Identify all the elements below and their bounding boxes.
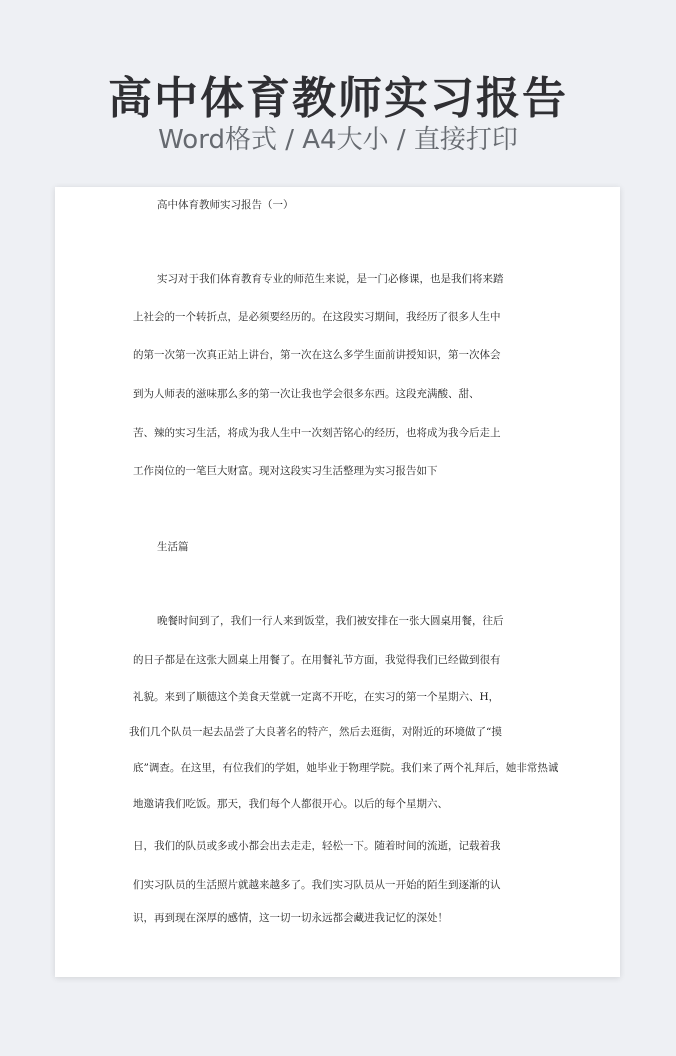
paragraph-line: 们实习队员的生活照片就越来越多了。我们实习队员从一开始的陌生到逐渐的认 (133, 879, 501, 891)
banner-subtitle: Word格式 / A4大小 / 直接打印 (158, 125, 518, 155)
paragraph-line: 识，再到现在深厚的感情，这一切一切永远都会藏进我记忆的深处！ (133, 912, 448, 924)
paragraph-line: 礼貌。来到了顺德这个美食天堂就一定离不开吃，在实习的第一个星期六、H， (133, 691, 500, 703)
paragraph-line: 的日子都是在这张大圆桌上用餐了。在用餐礼节方面，我觉得我们已经做到很有 (133, 654, 501, 666)
paragraph-line: 到为人师表的滋味那么多的第一次让我也学会很多东西。这段充满酸、甜、 (133, 388, 480, 400)
paragraph-line: 实习对于我们体育教育专业的师范生来说，是一门必修课，也是我们将来踏 (157, 273, 504, 285)
paragraph-line: 晚餐时间到了，我们一行人来到饭堂，我们被安排在一张大圆桌用餐，往后 (157, 615, 504, 627)
paragraph-line: 日，我们的队员或多或小都会出去走走，轻松一下。随着时间的流逝，记载着我 (133, 840, 501, 852)
section-title: 生活篇 (157, 541, 189, 553)
paragraph-line: 工作岗位的一笔巨大财富。现对这段实习生活整理为实习报告如下 (133, 465, 438, 477)
paragraph-line: 底”调查。在这里，有位我们的学姐，她毕业于物理学院。我们来了两个礼拜后，她非常热诚 (133, 762, 559, 774)
banner-title: 高中体育教师实习报告 (108, 73, 568, 124)
paragraph-line: 我们几个队员一起去品尝了大良著名的特产，然后去逛街，对附近的环境做了“摸 (129, 726, 502, 738)
paragraph-line: 的第一次第一次真正站上讲台，第一次在这么多学生面前讲授知识，第一次体会 (133, 349, 501, 361)
paragraph-line: 地邀请我们吃饭。那天，我们每个人都很开心。以后的每个星期六、 (133, 798, 448, 810)
document-heading: 高中体育教师实习报告（一） (157, 199, 294, 211)
document-page (55, 187, 620, 977)
paragraph-line: 苦、辣的实习生活，将成为我人生中一次刻苦铭心的经历，也将成为我今后走上 (133, 427, 501, 439)
paragraph-line: 上社会的一个转折点，是必须要经历的。在这段实习期间，我经历了很多人生中 (133, 311, 501, 323)
